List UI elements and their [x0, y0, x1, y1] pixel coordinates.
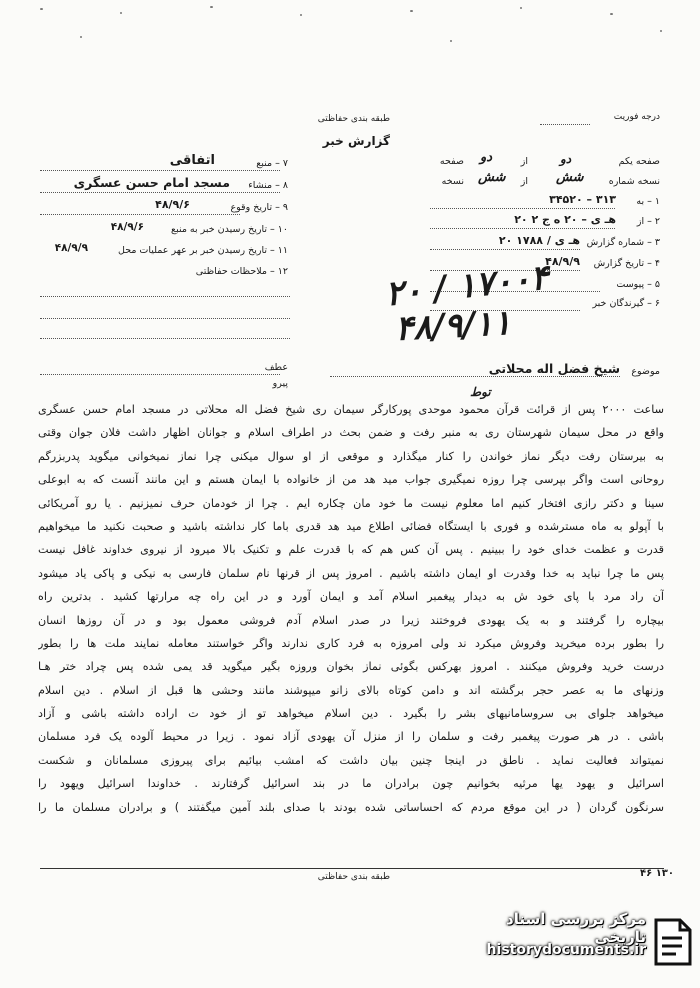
field-protection-notes-label: ۱۲ – ملاحظات حفاظتی	[195, 266, 288, 277]
priority-label: درجه فوریت	[613, 112, 660, 122]
body-line: به بیرستان رفت دیگر نماز خواندن را کنار میگذارد و موقعی از او سوال میکنی چرا نماز نمیخوانی میگوید پدربزرگم	[38, 449, 664, 463]
field-report-no-value: ۲۰ هـ ی / ۱۷۸۸	[498, 234, 580, 247]
field-event-date-value: ۴۸/۹/۶	[155, 198, 190, 211]
body-line: سرنگون گردان ( در این موقع مردم که احساساتی شده بودند با صدای بلند آمین میگفتند ) و برادران مسلمان ما را	[38, 800, 664, 814]
body-line: نمیتواند فعالیت نماید . ناطق در اینجا چنین بیان داشت که امشب بیائیم برای پیروزی مسلمانان و شکست	[38, 753, 664, 767]
field-copy-label: نسخه شماره	[608, 176, 660, 187]
field-source-label: ۷ – منبع	[256, 158, 288, 169]
field-page-total: دو	[480, 150, 493, 165]
body-line: باشی . در هر صورت پیغمبر رفت و سلمان را از منزل آن یهودی آزاد نمود . زیرا در محیط آلوده یک فرد مسلمان	[38, 730, 664, 744]
watermark-url: historydocuments.ir	[486, 942, 646, 958]
field-report-date-label: ۴ – تاریخ گزارش	[593, 258, 660, 269]
field-origin-label: ۸ – منشاء	[248, 180, 288, 191]
watermark-title: مرکز بررسی اسناد تاریخی	[506, 910, 646, 946]
page-title: گزارش خبر	[322, 134, 390, 148]
body-line: پس ما چرا نباید به خدا وقدرت او ایمان داشته باشیم . امروز پس از قرنها نام سلمان فارسی به نیکی و پاکی یاد میشود	[38, 566, 664, 580]
field-received-source-label: ۱۰ – تاریخ رسیدن خبر به منبع	[171, 224, 288, 235]
handwritten-annotation: توط	[470, 385, 491, 399]
reference-label: عطف	[264, 362, 288, 373]
field-copy-suffix: نسخه	[441, 176, 464, 187]
field-page-from: از	[520, 156, 528, 167]
field-attachment-label: ۵ – پیوست	[616, 279, 660, 290]
subject-label: موضوع	[631, 366, 660, 377]
body-line: درست خرید وفروش میکنند . امروز بهرکس بگوئی نماز بخوان وروزه بگیر میگوید قد یمی شده پس چراد ختر هـا	[38, 660, 664, 674]
report-body	[38, 398, 664, 819]
body-line: واقع در محل سیمان شهرستان ری به منبر رفت و ضمن بحث در اطراف اسلام و جوانان اظهار داشت فلان جوان وقتی	[38, 426, 664, 440]
field-page-value: دو	[560, 152, 572, 166]
field-from-value: ۲۰ هـ ی – ۲۰ ه ج ۲	[514, 213, 616, 226]
body-line: آن راد مرد با پای خود ش به دیدار پیغمبر اسلام آمد و ایمان آورد و در این راه چه مرارتها کشید . بدترین راه	[38, 590, 664, 604]
handwritten-date: ۴۸/۹/۱۱	[394, 302, 513, 350]
field-page-label: صفحه یکم	[618, 156, 660, 167]
field-copy-value: شش	[556, 170, 584, 185]
archive-logo-icon	[650, 916, 694, 968]
classification-top: طبقه بندی حفاظتی	[317, 114, 390, 124]
field-to-label: ۱ – به	[636, 196, 660, 207]
classification-bottom: طبقه بندی حفاظتی	[317, 872, 390, 882]
body-line: سینا و دکتر رازی افتخار کنیم اما معلوم نیست ما خود مان چکاره ایم . چرا از خودمان حرف نمیزنیم . یا رو آمریکائی	[38, 496, 664, 510]
field-report-no-label: ۳ – شماره گزارش	[586, 237, 660, 248]
field-copy-total: شش	[478, 170, 506, 185]
body-line: اسرائیل و یهود یها مرثیه بخوانیم چون برادران ما در بند اسرائیل گرفتارند . خداوندا اسرائیل ویهود را	[38, 777, 664, 791]
footer-rule	[40, 868, 664, 869]
field-received-ops-label: ۱۱ – تاریخ رسیدن خبر بر عهر عملیات محل	[118, 245, 288, 256]
body-line: قدرت و عظمت خدای خود را ببینیم . پس آن کس هم که با قدرت علم و تکنیک بالا میرود از نیروی خداوند غافل نیست	[38, 543, 664, 557]
body-line: میخواهد جلوای بی سروسامانیهای بشر را بگیرد . دین اسلام میخواهد تو از خود ت اراده داشته باشی و آزاد	[38, 707, 664, 721]
field-recipients-label: ۶ – گیرندگان خبر	[592, 298, 660, 309]
body-line: وزنهای ما به عصر حجر برگشته اند و دامن کوتاه بالای زانو میپوشند مانند وحشی ها قبل از اسلام . دین اسلام	[38, 683, 664, 697]
field-report-date-value: ۴۸/۹/۹	[545, 255, 580, 268]
body-line: را بطور برده میخرید وفروش میکرد ند ولی امروزه به فرد کاری ندارند واگر خواستند معامله نمایند ملت ها را بطور	[38, 636, 664, 650]
field-to-value: ۳۴۵۲۰ – ۳۱۳	[549, 193, 616, 206]
field-source-value: اتفاقی	[169, 153, 215, 168]
body-line: ساعت ۲۰۰۰ پس از قرائت قرآن محمود موحدی پورکارگر سیمان ری شیخ فضل اله محلاتی در مسجد امام حسن عسگری	[38, 403, 664, 416]
field-page-suffix: صفحه	[439, 156, 464, 167]
field-origin-value: مسجد امام حسن عسگری	[73, 175, 230, 190]
handwritten-number: ۲۰ / ۱۷۰۰۴	[383, 257, 551, 315]
field-from-label: ۲ – از	[636, 216, 660, 227]
field-copy-from: از	[520, 176, 528, 187]
watermark	[468, 906, 700, 988]
body-line: بیچاره را گرفتند و به یک یهودی فروختند زیرا در صدر اسلام آدم فروشی معمول بود و در آن روزها انسان	[38, 613, 664, 627]
reference-sub: پیرو	[272, 378, 288, 389]
body-line: روحانی است واگر بپرسی چرا روزه نمیگیری جواب مید هد من از خانواده با ایمان هستم و این مانند آنست که به ابوعلی	[38, 473, 664, 487]
subject-value: شیخ فضل اله محلاتی	[488, 361, 620, 376]
document-code: ۴۶ ۱۳۰	[640, 868, 674, 879]
field-received-source-value: ۴۸/۹/۶	[110, 221, 144, 233]
body-line: با آپولو به ماه مسترشده و فوری با ایستگاه فضائی اطلاع مید هد قدری باما کار نداشته باشید و صحبت نکنید ما میخواهیم	[38, 519, 664, 533]
field-received-ops-value: ۴۸/۹/۹	[54, 242, 88, 254]
field-event-date-label: ۹ – تاریخ وقوع	[230, 202, 288, 213]
